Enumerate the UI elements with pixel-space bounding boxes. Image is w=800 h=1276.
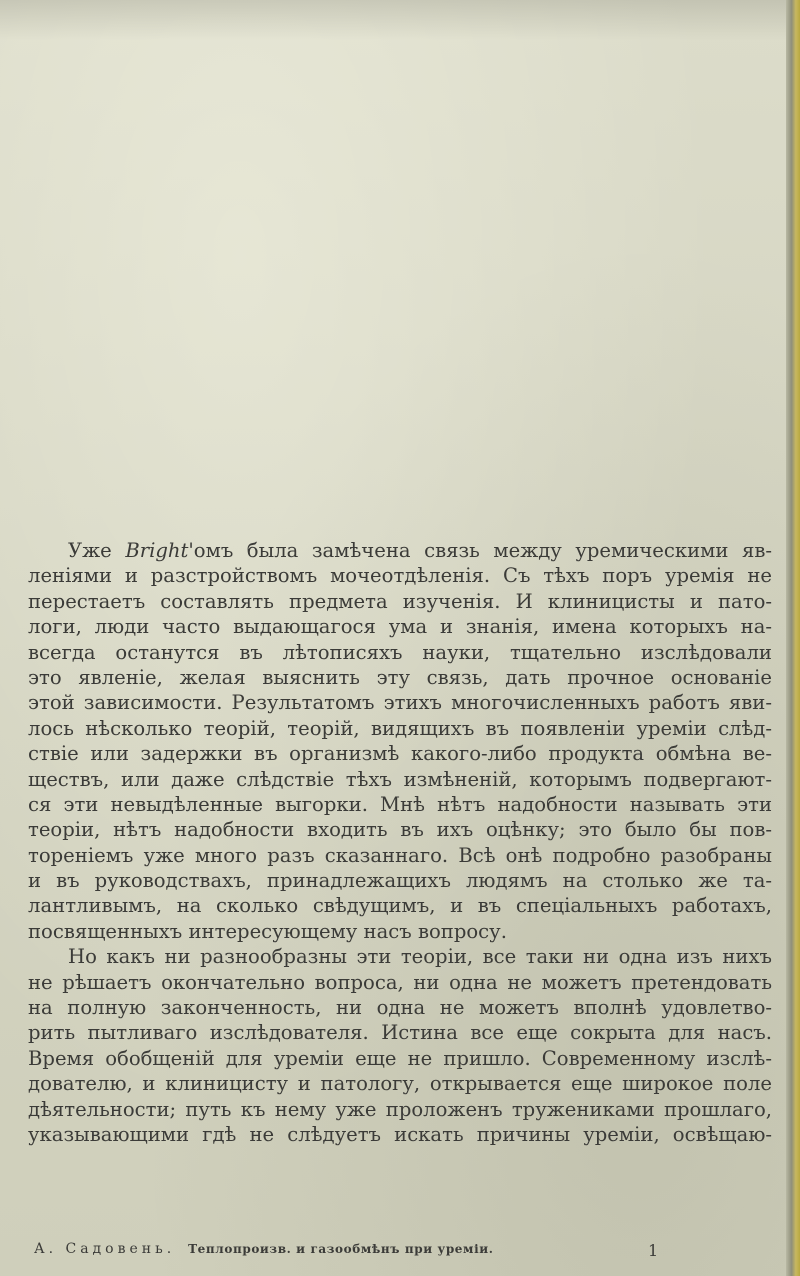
text-line: лантливымъ, на сколько свѣдущимъ, и въ спеціальныхъ работахъ, xyxy=(28,894,772,918)
page-edge xyxy=(786,0,800,1276)
text-line: леніями и разстройствомъ мочеотдѣленія. Съ тѣхъ поръ уремія не xyxy=(28,564,772,588)
text-line: Но какъ ни разнообразны эти теоріи, все таки ни одна изъ нихъ xyxy=(68,945,772,969)
text-line: ся эти невыдѣленные выгорки. Мнѣ нѣтъ надобности называть эти xyxy=(28,792,772,816)
text-line: на полную законченность, ни одна не можетъ вполнѣ удовлетво- xyxy=(28,996,772,1020)
page-shadow xyxy=(0,0,786,40)
author-name-italic: Bright xyxy=(125,539,189,562)
text-line: это явленіе, желая выяснить эту связь, дать прочное основаніе xyxy=(28,665,772,689)
text-line: всегда останутся въ лѣтописяхъ науки, тщательно изслѣдовали xyxy=(28,640,772,664)
page-number: 1 xyxy=(648,1241,659,1260)
text-line: лось нѣсколько теорій, теорій, видящихъ въ появленіи уреміи слѣд- xyxy=(28,716,772,740)
text-line: Время обобщеній для уреміи еще не пришло. Современному изслѣ- xyxy=(28,1046,772,1070)
text-line: и въ руководствахъ, принадлежащихъ людямъ на столько же та- xyxy=(28,869,772,893)
page-footer xyxy=(34,1241,734,1260)
body-text xyxy=(28,538,772,1147)
text-line: дѣятельности; путь къ нему уже проложенъ тружениками прошлаго, xyxy=(28,1097,772,1121)
text-line: перестаетъ составлять предмета изученія. И клиницисты и пато- xyxy=(28,589,772,613)
text-line: рить пытливаго изслѣдователя. Истина все еще сокрыта для насъ. xyxy=(28,1021,772,1045)
text-line: посвященныхъ интересующему насъ вопросу. xyxy=(28,919,507,943)
text-line: тореніемъ уже много разъ сказаннаго. Всѣ онѣ подробно разобраны xyxy=(28,843,772,867)
text-line: ществъ, или даже слѣдствіе тѣхъ измѣненій, которымъ подвергают- xyxy=(28,767,772,791)
footer-title: Теплопроизв. и газообмѣнъ при уреміи. xyxy=(188,1242,494,1256)
text-line: указывающими гдѣ не слѣдуетъ искать причины уреміи, освѣщаю- xyxy=(28,1122,772,1146)
text-line: Уже Bright'омъ была замѣчена связь между уремическими яв- xyxy=(68,539,772,562)
text-line: ствіе или задержки въ организмѣ какого-либо продукта обмѣна ве- xyxy=(28,742,772,766)
text-line: логи, люди часто выдающагося ума и знанія, имена которыхъ на- xyxy=(28,615,772,639)
text-line: дователю, и клиницисту и патологу, открывается еще широкое поле xyxy=(28,1072,772,1096)
text-line: этой зависимости. Результатомъ этихъ многочисленныхъ работъ яви- xyxy=(28,691,772,715)
footer-author: А. Садовень. xyxy=(34,1241,176,1257)
text-line: не рѣшаетъ окончательно вопроса, ни одна не можетъ претендовать xyxy=(28,970,772,994)
text-line: теоріи, нѣтъ надобности входить въ ихъ оцѣнку; это было бы пов- xyxy=(28,818,772,842)
